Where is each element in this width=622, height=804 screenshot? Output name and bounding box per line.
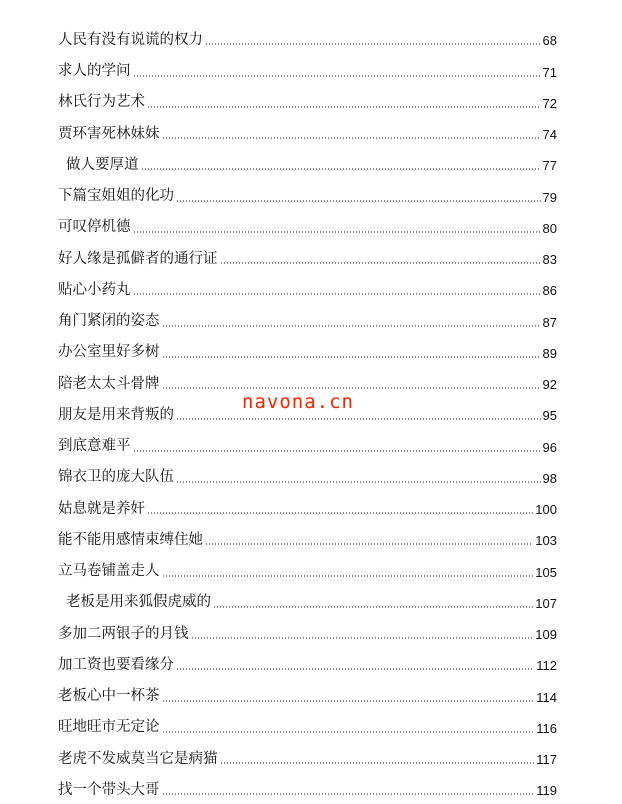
toc-entry-page: 79	[542, 189, 557, 205]
toc-entry-title: 能不能用感情束缚住她	[58, 531, 203, 548]
toc-entry[interactable]	[58, 676, 557, 707]
toc-entry[interactable]	[58, 645, 557, 676]
toc-entry-page: 96	[542, 439, 557, 455]
toc-entry[interactable]	[58, 583, 557, 614]
toc-entry[interactable]	[58, 114, 557, 145]
toc-entry-title: 到底意难平	[58, 438, 131, 454]
toc-entry[interactable]	[58, 20, 557, 51]
toc-entry-title: 加工资也要看缘分	[58, 656, 174, 673]
toc-entry-page: 86	[542, 283, 557, 299]
dot-leader	[147, 512, 533, 514]
toc-entry-title: 好人缘是孤僻者的通行证	[58, 250, 218, 267]
toc-entry-title: 立马卷铺盖走人	[58, 563, 160, 579]
toc-entry[interactable]	[58, 270, 557, 301]
toc-entry-page: 68	[542, 33, 557, 49]
toc-entry-title: 做人要厚道	[66, 156, 139, 173]
toc-entry[interactable]	[58, 208, 557, 239]
dot-leader	[176, 481, 541, 483]
toc-entry-title: 林氏行为艺术	[58, 94, 145, 111]
toc-entry-page: 72	[542, 95, 557, 111]
toc-entry[interactable]	[58, 145, 557, 176]
toc-entry-title: 找一个带头大哥	[58, 781, 160, 798]
toc-entry-page: 116	[536, 720, 557, 736]
dot-leader	[141, 168, 541, 170]
toc-entry-title: 贾环害死林妹妹	[58, 125, 160, 142]
toc-entry[interactable]	[58, 239, 557, 270]
dot-leader	[162, 137, 541, 139]
toc-entry-title: 姑息就是养奸	[58, 500, 145, 517]
toc-entry-title: 角门紧闭的姿态	[58, 313, 160, 329]
dot-leader	[162, 793, 535, 795]
toc-entry-page: 71	[542, 64, 557, 80]
toc-entry-title: 老虎不发威莫当它是病猫	[58, 750, 218, 767]
toc-entry-title: 办公室里好多树	[58, 344, 160, 361]
toc-entry-page: 83	[542, 252, 557, 267]
toc-entry[interactable]	[58, 333, 557, 364]
toc-entry[interactable]	[58, 426, 557, 457]
toc-entry[interactable]	[58, 51, 557, 82]
toc-entry-title: 老板是用来狐假虎威的	[66, 594, 211, 611]
dot-leader	[162, 356, 541, 358]
toc-entry-page: 119	[536, 783, 557, 799]
dot-leader	[205, 543, 533, 545]
dot-leader	[162, 387, 541, 389]
toc-entry[interactable]	[58, 489, 557, 520]
toc-entry-page: 100	[535, 502, 557, 517]
dot-leader	[133, 293, 541, 295]
dot-leader	[176, 418, 541, 420]
dot-leader	[162, 700, 535, 702]
toc-entry-page: 92	[542, 377, 557, 392]
toc-entry-page: 98	[542, 470, 557, 486]
dot-leader	[176, 200, 541, 202]
toc-entry-page: 77	[542, 158, 557, 174]
toc-entry[interactable]	[58, 551, 557, 582]
toc-entry-title: 老板心中一杯茶	[58, 688, 160, 704]
toc-entry-page: 80	[542, 220, 557, 236]
dot-leader	[162, 731, 535, 733]
toc-entry-page: 74	[542, 127, 557, 142]
dot-leader	[176, 668, 534, 670]
toc-entry-page: 105	[535, 564, 557, 580]
dot-leader	[133, 75, 541, 77]
toc-entry-title: 可叹停机德	[58, 219, 131, 236]
toc-entry[interactable]	[58, 770, 557, 801]
dot-leader	[191, 637, 534, 639]
toc-entry[interactable]	[58, 176, 557, 207]
dot-leader	[205, 43, 541, 45]
toc-entry[interactable]	[58, 614, 557, 645]
toc-entry-title: 多加二两银子的月钱	[58, 625, 189, 642]
toc-entry-page: 89	[542, 345, 557, 361]
toc-entry-title: 求人的学问	[58, 63, 131, 79]
toc-entry-page: 95	[542, 408, 557, 424]
toc-entry-title: 下篇宝姐姐的化功	[58, 188, 174, 204]
toc-entry[interactable]	[58, 301, 557, 332]
dot-leader	[162, 325, 541, 327]
dot-leader	[220, 762, 535, 764]
toc-entry-title: 人民有没有说谎的权力	[58, 31, 203, 48]
toc-entry-page: 114	[536, 689, 557, 705]
dot-leader	[133, 450, 541, 452]
dot-leader	[220, 262, 541, 264]
dot-leader	[162, 575, 534, 577]
dot-leader	[147, 106, 541, 108]
toc-entry[interactable]	[58, 520, 557, 551]
toc-entry[interactable]	[58, 739, 557, 770]
toc-entry-title: 陪老太太斗骨牌	[58, 375, 160, 392]
toc-entry-page: 107	[535, 595, 557, 611]
toc-entry[interactable]	[58, 708, 557, 739]
toc-entry-title: 锦衣卫的庞大队伍	[58, 469, 174, 486]
toc-entry-title: 旺地旺市无定论	[58, 719, 160, 736]
toc-entry-page: 87	[542, 314, 557, 330]
toc-entry-page: 103	[535, 533, 557, 549]
toc-entry-page: 117	[536, 752, 557, 767]
toc-entry-title: 贴心小药丸	[58, 281, 131, 298]
toc-entry-title: 朋友是用来背叛的	[58, 406, 174, 423]
toc-entry-page: 112	[536, 658, 557, 674]
toc-entry-page: 109	[535, 627, 557, 642]
toc-entry[interactable]	[58, 458, 557, 489]
toc-entry[interactable]	[58, 83, 557, 114]
dot-leader	[213, 606, 533, 608]
watermark: navona.cn	[242, 391, 354, 413]
dot-leader	[133, 231, 541, 233]
